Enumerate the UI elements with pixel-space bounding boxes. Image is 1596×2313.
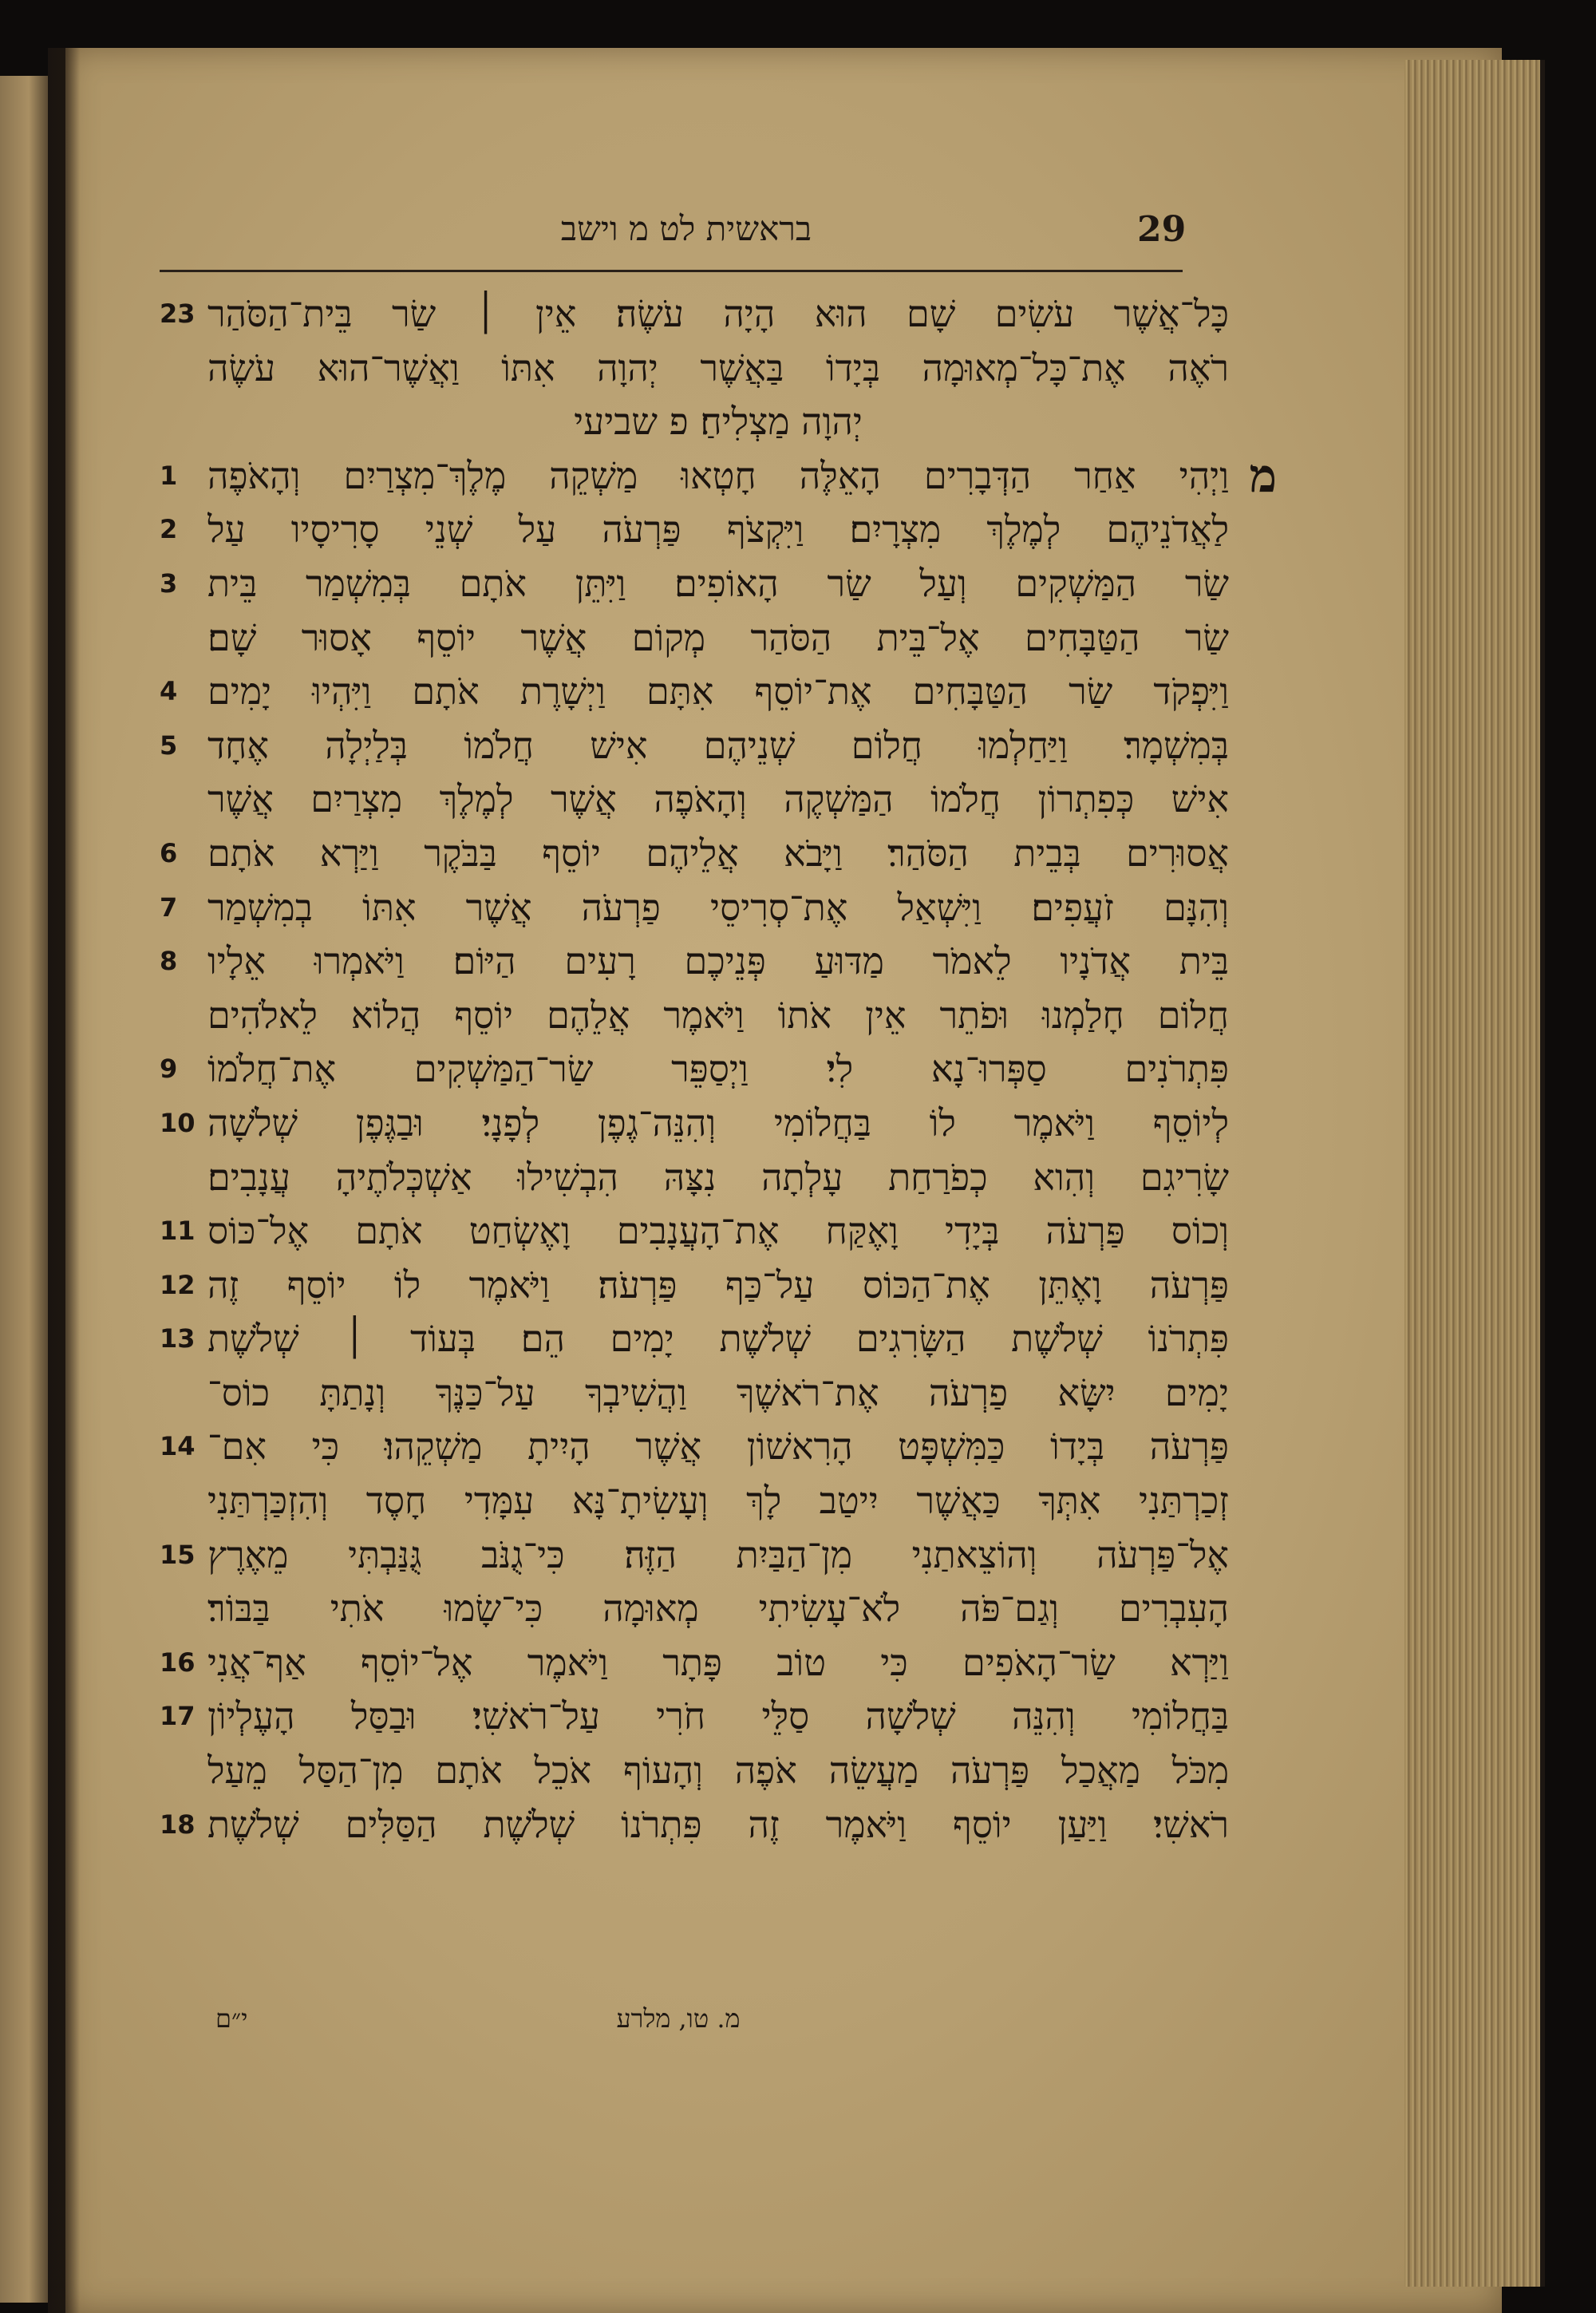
text-line (160, 1582, 1229, 1636)
line-text: יְהוָה מַצְלִיחַ׃ פ שביעי (574, 400, 863, 444)
line-text: וְהִנָּם זֹעֲפִים׃ וַיִּשְׁאַל אֶת־סְרִיסֵי פַרְעֹה אֲשֶׁר אִתּוֹ בְמִשְׁמַר (207, 885, 1229, 929)
verse-number: 13 (160, 1323, 196, 1354)
line-text: אֶל־פַּרְעֹה וְהוֹצֵאתַנִי מִן־הַבַּיִת הַזֶּה׃ כִּי־גֻנֹּב גֻּנַּבְתִּי מֵאֶרֶץ (207, 1532, 1229, 1576)
verse-number: 8 (160, 946, 178, 977)
verse-number: 2 (160, 514, 178, 545)
text-line (160, 1528, 1229, 1583)
line-text: זְכַרְתַּנִי אִתְּךָ כַּאֲשֶׁר יִיטַב לָךְ וְעָשִׂיתָ־נָּא עִמָּדִי חָסֶד וְהִזְכַּרְתַּנִי (207, 1479, 1229, 1523)
text-block (160, 287, 1277, 1852)
verse-number: 14 (160, 1431, 196, 1462)
line-text: חֲלוֹם חָלַמְנוּ וּפֹתֵר אֵין אֹתוֹ וַיֹּאמֶר אֲלֵהֶם יוֹסֵף הֲלוֹא לֵאלֹהִים (207, 993, 1229, 1037)
verse-number: 23 (160, 299, 196, 329)
verse-number: 4 (160, 676, 178, 707)
line-text: אִישׁ כְּפִתְרוֹן חֲלֹמוֹ הַמַּשְׁקֶה וְהָאֹפֶה אֲשֶׁר לְמֶלֶךְ מִצְרַיִם אֲשֶׁר (207, 777, 1229, 821)
line-text: וַיַּרְא שַׂר־הָאֹפִים כִּי טוֹב פָּתָר וַיֹּאמֶר אֶל־יוֹסֵף אַף־אֲנִי (207, 1640, 1229, 1684)
text-line (160, 1097, 1229, 1151)
text-line (160, 935, 1229, 989)
text-line (160, 1636, 1229, 1690)
line-text: לַאֲדֹנֵיהֶם לְמֶלֶךְ מִצְרָיִם׃ וַיִּקְצֹף פַּרְעֹה עַל שְׁנֵי סָרִיסָיו עַל (207, 508, 1229, 552)
verse-number: 18 (160, 1809, 196, 1840)
verse-number: 3 (160, 567, 178, 599)
line-text: שַׂר הַטַּבָּחִים אֶל־בֵּית הַסֹּהַר מְקוֹם אֲשֶׁר יוֹסֵף אָסוּר שָׁם׃ (207, 615, 1229, 659)
line-text: שָׂרִיגִם וְהִוא כְפֹרַחַת עָלְתָה נִצָּהּ הִבְשִׁילוּ אַשְׁכְּלֹתֶיהָ עֲנָבִים׃ (207, 1155, 1229, 1199)
line-text: וַיְהִי אַחַר הַדְּבָרִים הָאֵלֶּה חָטְאוּ מַשְׁקֵה מֶלֶךְ־מִצְרַיִם וְהָאֹפֶה (207, 453, 1229, 497)
text-line (160, 1744, 1229, 1798)
line-text: בֵּית אֲדֹנָיו לֵאמֹר מַדּוּעַ פְּנֵיכֶם רָעִים הַיּוֹם׃ וַיֹּאמְרוּ אֵלָיו (207, 939, 1229, 983)
line-text: פִּתְרֹנִים סַפְּרוּ־נָא לִי׃ וַיְסַפֵּר שַׂר־הַמַּשְׁקִים אֶת־חֲלֹמוֹ (207, 1047, 1229, 1091)
chapter-marker: מ (1249, 448, 1277, 503)
text-line (160, 611, 1229, 666)
line-text: לְיוֹסֵף וַיֹּאמֶר לוֹ בַּחֲלוֹמִי וְהִנֵּה־גֶפֶן לְפָנָי׃ וּבַגֶּפֶן שְׁלֹשָׁה (207, 1101, 1229, 1145)
line-text: רֹאשִׁי׃ וַיַּעַן יוֹסֵף וַיֹּאמֶר זֶה פִּתְרֹנוֹ שְׁלֹשֶׁת הַסַּלִּים שְׁלֹשֶׁת (207, 1802, 1229, 1846)
text-line (160, 1798, 1229, 1852)
line-text: רֹאֶה אֶת־כָּל־מְאוּמָה בְּיָדוֹ בַּאֲשֶׁר יְהוָה אִתּוֹ וַאֲשֶׁר־הוּא עֹשֶׂה (207, 346, 1229, 389)
text-line (160, 881, 1229, 935)
text-line (160, 557, 1229, 611)
running-head: בראשית לט מ וישב (560, 209, 812, 248)
text-line (160, 1259, 1229, 1313)
facing-page-edge (0, 76, 48, 2303)
line-text: בְּמִשְׁמָר׃ וַיַּחַלְמוּ חֲלוֹם שְׁנֵיהֶם אִישׁ חֲלֹמוֹ בְּלַיְלָה אֶחָד (207, 723, 1229, 767)
page-number: 29 (1137, 209, 1187, 250)
line-text: וְכוֹס פַּרְעֹה בְּיָדִי וָאֶקַּח אֶת־הָעֲנָבִים וָאֶשְׂחַט אֹתָם אֶל־כּוֹס (207, 1209, 1229, 1253)
verse-number: 9 (160, 1054, 178, 1085)
verse-number: 6 (160, 837, 178, 868)
line-text: יָמִים יִשָּׂא פַרְעֹה אֶת־רֹאשֶׁךָ וַהֲשִׁיבְךָ עַל־כַּנֶּךָ וְנָתַתָּ כוֹס־ (207, 1370, 1229, 1414)
line-text: שַׂר הַמַּשְׁקִים וְעַל שַׂר הָאוֹפִים׃ וַיִּתֵּן אֹתָם בְּמִשְׁמַר בֵּית (207, 561, 1229, 605)
text-line (160, 773, 1229, 827)
verse-number: 12 (160, 1269, 196, 1300)
verse-number: 5 (160, 729, 178, 761)
verse-number: 10 (160, 1107, 196, 1138)
line-text: פַּרְעֹה וָאֶתֵּן אֶת־הַכּוֹס עַל־כַּף פַּרְעֹה׃ וַיֹּאמֶר לוֹ יוֹסֵף זֶה (207, 1263, 1229, 1307)
line-text: מִכֹּל מַאֲכַל פַּרְעֹה מַעֲשֵׂה אֹפֶה וְהָעוֹף אֹכֵל אֹתָם מִן־הַסַּל מֵעַל (207, 1749, 1229, 1793)
line-text: כָּל־אֲשֶׁר עֹשִׂים שָׁם הוּא הָיָה עֹשֶׂה׃ אֵין ׀ שַׂר בֵּית־הַסֹּהַר (207, 292, 1229, 335)
text-line (160, 503, 1229, 557)
line-text: אֲסוּרִים בְּבֵית הַסֹּהַר׃ וַיָּבֹא אֲלֵיהֶם יוֹסֵף בַּבֹּקֶר וַיַּרְא אֹתָם (207, 831, 1229, 875)
verse-number: 11 (160, 1216, 196, 1247)
line-text: בַּחֲלוֹמִי וְהִנֵּה שְׁלֹשָׁה סַלֵּי חֹרִי עַל־רֹאשִׁי׃ וּבַסַּל הָעֶלְיוֹן (207, 1694, 1229, 1738)
header-rule (160, 270, 1183, 272)
line-text: הָעִבְרִים וְגַם־פֹּה לֹא־עָשִׂיתִי מְאוּמָה כִּי־שָׂמוּ אֹתִי בַּבּוֹר׃ (207, 1587, 1229, 1631)
text-line (160, 719, 1229, 773)
text-line (160, 1042, 1229, 1097)
text-line (160, 1204, 1229, 1259)
text-line (160, 989, 1229, 1043)
footer-mark: י״ם (215, 2003, 248, 2034)
line-text: פִּתְרֹנוֹ שְׁלֹשֶׁת הַשָּׂרִגִים שְׁלֹשֶׁת יָמִים הֵם׃ בְּעוֹד ׀ שְׁלֹשֶׁת (207, 1317, 1229, 1361)
text-line (160, 1690, 1229, 1744)
text-line (160, 1312, 1229, 1366)
text-line (160, 1151, 1229, 1205)
text-line (160, 1366, 1229, 1421)
text-line (160, 448, 1277, 504)
text-line (160, 1420, 1229, 1474)
spine-shadow (48, 48, 80, 2313)
text-line (160, 395, 1229, 449)
verse-number: 15 (160, 1539, 196, 1570)
verse-number: 1 (160, 460, 178, 491)
text-line (160, 342, 1229, 396)
text-line (160, 827, 1229, 881)
text-line (160, 665, 1229, 719)
verse-number: 7 (160, 892, 178, 923)
page-edges (1404, 60, 1545, 2287)
footer-signature: מ. טו, מלרע (616, 2003, 741, 2034)
text-line (160, 287, 1229, 342)
text-line (160, 1474, 1229, 1528)
line-text: פַּרְעֹה בְּיָדוֹ כַּמִּשְׁפָּט הָרִאשׁוֹן אֲשֶׁר הָיִיתָ מַשְׁקֵהוּ׃ כִּי אִם־ (207, 1425, 1229, 1469)
verse-number: 17 (160, 1701, 196, 1732)
verse-number: 16 (160, 1647, 196, 1678)
line-text: וַיִּפְקֹד שַׂר הַטַּבָּחִים אֶת־יוֹסֵף אִתָּם וַיְשָׁרֶת אֹתָם וַיִּהְיוּ יָמִים (207, 670, 1229, 714)
